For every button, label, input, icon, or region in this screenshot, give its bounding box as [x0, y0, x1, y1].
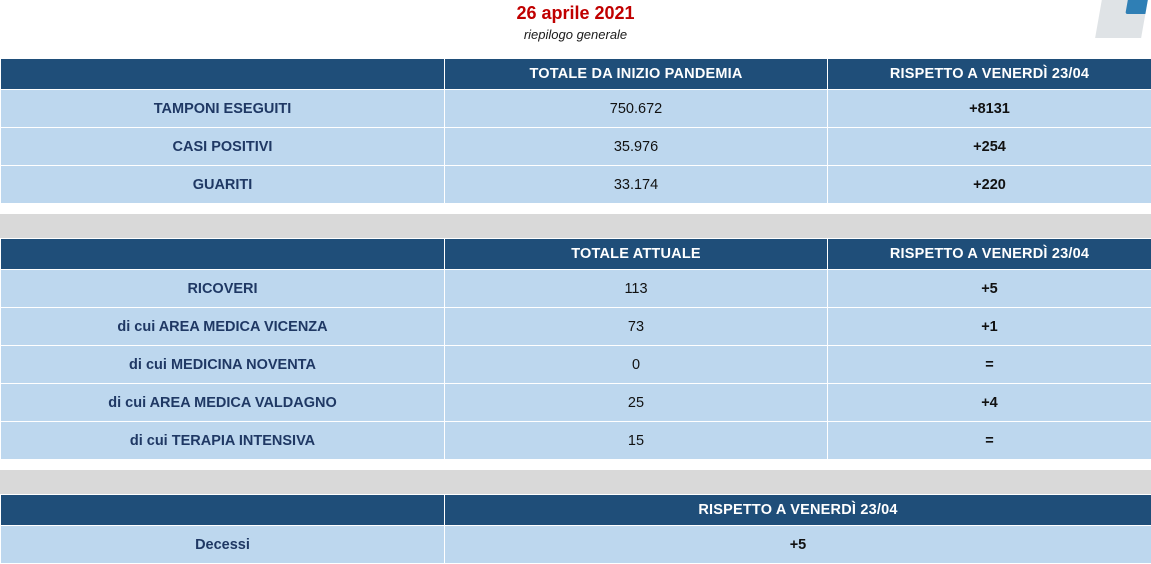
row-label-tamponi: TAMPONI ESEGUITI [1, 90, 445, 128]
table3-header-delta: RISPETTO A VENERDÌ 23/04 [445, 495, 1151, 526]
row-total-medicina-noventa: 0 [445, 346, 828, 384]
row-total-terapia-intensiva: 15 [445, 422, 828, 460]
row-delta-terapia-intensiva: = [828, 422, 1151, 460]
corner-logo-mark [1095, 0, 1149, 38]
row-label-terapia-intensiva: di cui TERAPIA INTENSIVA [1, 422, 445, 460]
table-deaths [0, 494, 1151, 564]
table-header-row [1, 239, 1151, 270]
table-row [1, 166, 1151, 204]
table-row [1, 270, 1151, 308]
document-header [0, 0, 1151, 44]
section-spacer-1 [0, 214, 1151, 238]
tables-container [0, 58, 1151, 564]
corner-logo-inner [1125, 0, 1149, 14]
table-row [1, 526, 1151, 564]
row-delta-casi-positivi: +254 [828, 128, 1151, 166]
row-delta-tamponi: +8131 [828, 90, 1151, 128]
table1-header-blank [1, 59, 445, 90]
row-label-medicina-noventa: di cui MEDICINA NOVENTA [1, 346, 445, 384]
table-pandemic-totals [0, 58, 1151, 204]
spacer-gap-2 [0, 460, 1151, 470]
table2-header-delta: RISPETTO A VENERDÌ 23/04 [828, 239, 1151, 270]
row-delta-guariti: +220 [828, 166, 1151, 204]
row-label-ricoveri: RICOVERI [1, 270, 445, 308]
table1-header-total: TOTALE DA INIZIO PANDEMIA [445, 59, 828, 90]
row-label-area-medica-valdagno: di cui AREA MEDICA VALDAGNO [1, 384, 445, 422]
row-delta-ricoveri: +5 [828, 270, 1151, 308]
row-delta-area-medica-vicenza: +1 [828, 308, 1151, 346]
table-row [1, 346, 1151, 384]
table3-header-blank [1, 495, 445, 526]
row-label-casi-positivi: CASI POSITIVI [1, 128, 445, 166]
table-current-hospitalizations [0, 238, 1151, 460]
row-total-casi-positivi: 35.976 [445, 128, 828, 166]
table2-header-total: TOTALE ATTUALE [445, 239, 828, 270]
row-total-ricoveri: 113 [445, 270, 828, 308]
section-spacer-2 [0, 470, 1151, 494]
row-total-area-medica-vicenza: 73 [445, 308, 828, 346]
row-label-guariti: GUARITI [1, 166, 445, 204]
table-row [1, 384, 1151, 422]
table-row [1, 422, 1151, 460]
table-header-row [1, 495, 1151, 526]
table-row [1, 90, 1151, 128]
row-total-tamponi: 750.672 [445, 90, 828, 128]
page-subtitle: riepilogo generale [0, 24, 1151, 44]
page-title: 26 aprile 2021 [0, 0, 1151, 24]
table-header-row [1, 59, 1151, 90]
row-delta-medicina-noventa: = [828, 346, 1151, 384]
row-delta-area-medica-valdagno: +4 [828, 384, 1151, 422]
row-label-area-medica-vicenza: di cui AREA MEDICA VICENZA [1, 308, 445, 346]
row-delta-decessi: +5 [445, 526, 1151, 564]
table1-header-delta: RISPETTO A VENERDÌ 23/04 [828, 59, 1151, 90]
row-total-guariti: 33.174 [445, 166, 828, 204]
row-label-decessi: Decessi [1, 526, 445, 564]
row-total-area-medica-valdagno: 25 [445, 384, 828, 422]
table-row [1, 128, 1151, 166]
spacer-gap-1 [0, 204, 1151, 214]
table2-header-blank [1, 239, 445, 270]
table-row [1, 308, 1151, 346]
